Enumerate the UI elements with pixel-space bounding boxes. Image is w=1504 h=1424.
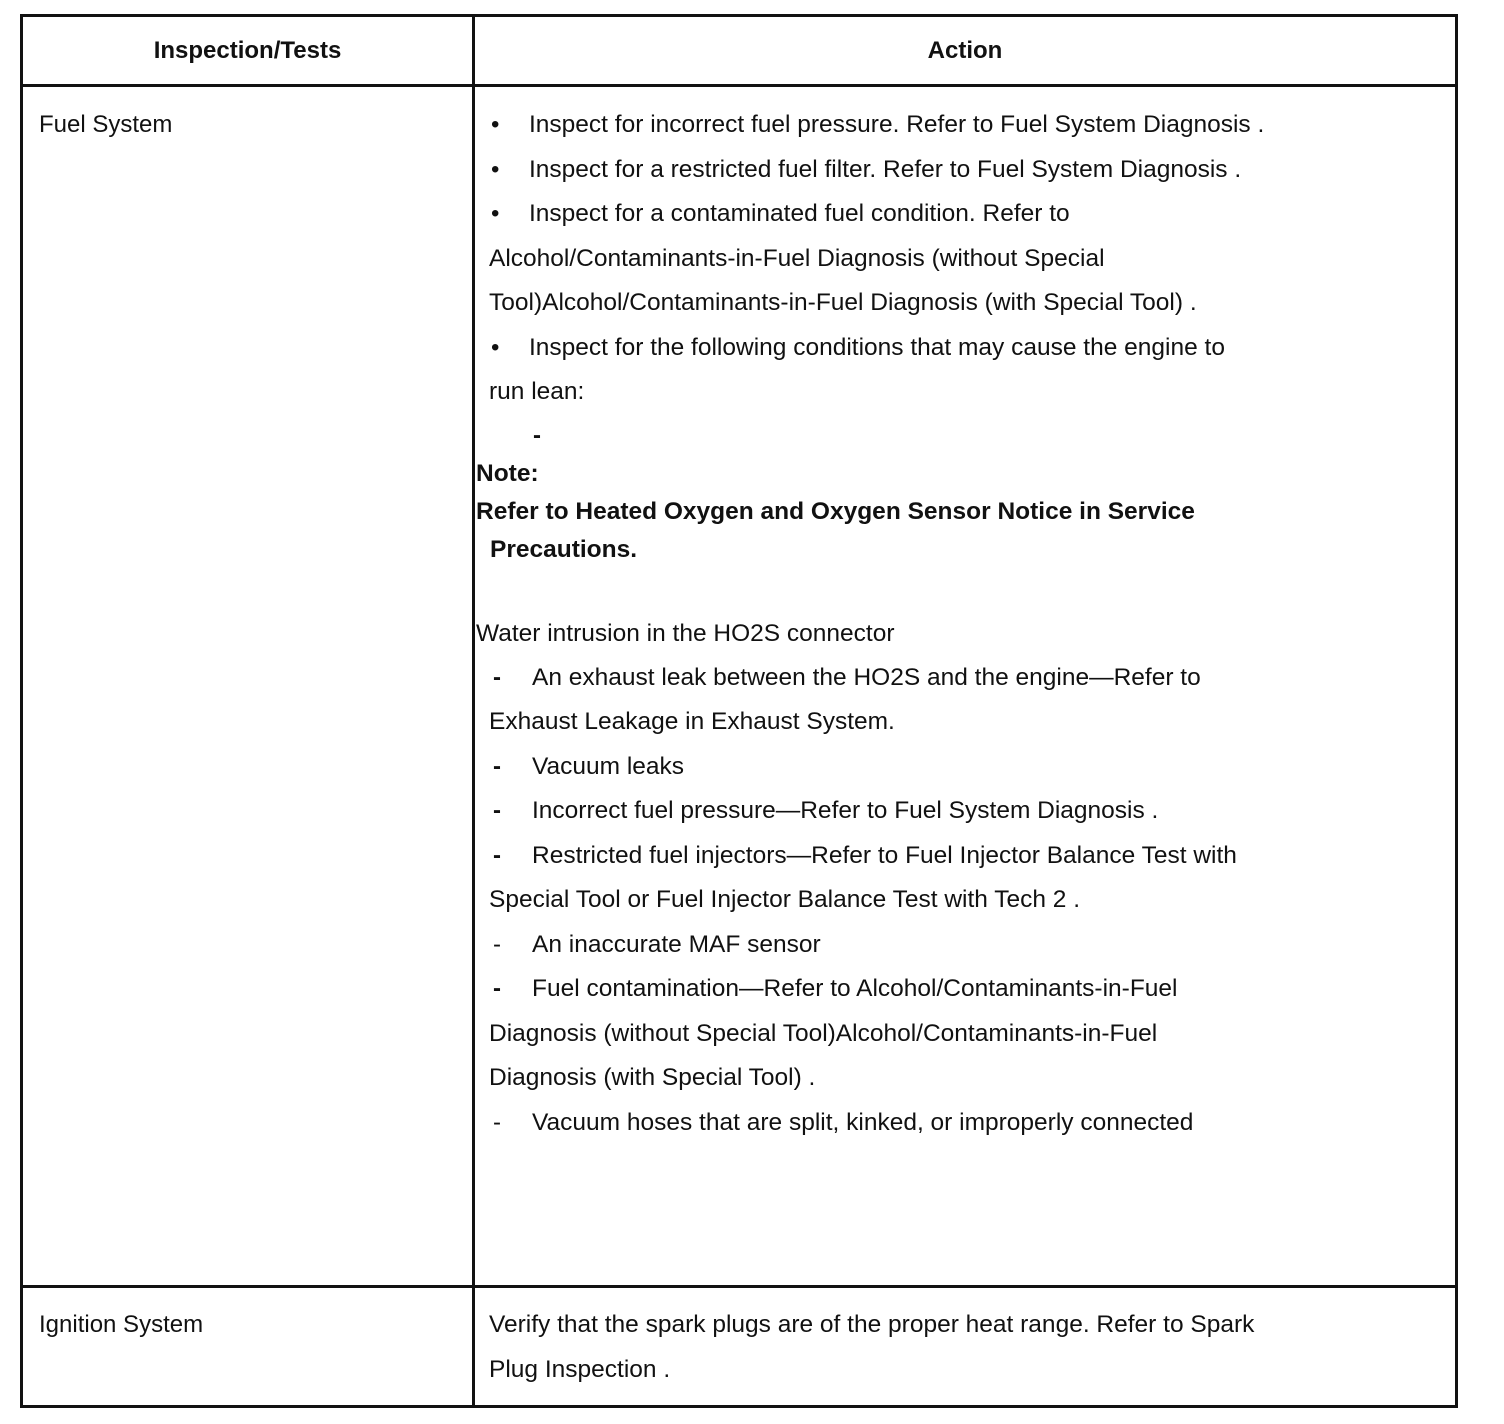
bullet-continuation: Tool)Alcohol/Contaminants-in-Fuel Diagnosis (with Special Tool) .	[489, 289, 1197, 316]
bullet-mark: •	[491, 156, 500, 183]
ignition-action-line: Verify that the spark plugs are of the proper heat range. Refer to Spark	[489, 1311, 1255, 1338]
bullet-item: Inspect for a restricted fuel filter. Refer to Fuel System Diagnosis .	[529, 156, 1242, 183]
column-divider	[472, 17, 475, 1405]
dash-mark: -	[493, 797, 501, 824]
dash-mark: -	[493, 1109, 501, 1136]
header-action: Action	[927, 36, 1003, 64]
dash-item: An inaccurate MAF sensor	[532, 931, 821, 958]
dash-continuation: Exhaust Leakage in Exhaust System.	[489, 708, 895, 735]
note-text: Precautions.	[490, 536, 638, 563]
water-intrusion-line: Water intrusion in the HO2S connector	[476, 620, 895, 647]
bullet-mark: •	[491, 111, 500, 138]
ignition-action-line: Plug Inspection .	[489, 1356, 671, 1383]
header-inspection-tests: Inspection/Tests	[153, 36, 342, 64]
dash-item: Restricted fuel injectors—Refer to Fuel Injector Balance Test with	[532, 842, 1237, 869]
dash-mark: -	[493, 753, 501, 780]
note-text: Refer to Heated Oxygen and Oxygen Sensor Notice in Service	[476, 498, 1195, 525]
bullet-mark: •	[491, 200, 500, 227]
bullet-continuation: Alcohol/Contaminants-in-Fuel Diagnosis (without Special	[489, 245, 1105, 272]
dash-item: An exhaust leak between the HO2S and the engine—Refer to	[532, 664, 1201, 691]
row-label-ignition-system: Ignition System	[39, 1311, 204, 1338]
dash-item: Vacuum leaks	[532, 753, 685, 780]
note-label: Note:	[476, 460, 539, 487]
dash-mark: -	[493, 842, 501, 869]
dash-item: Fuel contamination—Refer to Alcohol/Contaminants-in-Fuel	[532, 975, 1178, 1002]
dash-mark: -	[493, 975, 501, 1002]
dash-mark: -	[533, 422, 541, 449]
row-label-fuel-system: Fuel System	[39, 111, 173, 138]
bullet-item: Inspect for a contaminated fuel condition. Refer to	[529, 200, 1070, 227]
dash-item: Incorrect fuel pressure—Refer to Fuel System Diagnosis .	[532, 797, 1159, 824]
bullet-continuation: run lean:	[489, 378, 585, 405]
dash-item: Vacuum hoses that are split, kinked, or improperly connected	[532, 1109, 1194, 1136]
dash-continuation: Diagnosis (without Special Tool)Alcohol/Contaminants-in-Fuel	[489, 1020, 1158, 1047]
dash-continuation: Diagnosis (with Special Tool) .	[489, 1064, 816, 1091]
diagnosis-table	[20, 14, 1458, 1408]
row-divider	[23, 1285, 1455, 1288]
bullet-item: Inspect for incorrect fuel pressure. Refer to Fuel System Diagnosis .	[529, 111, 1265, 138]
bullet-item: Inspect for the following conditions that may cause the engine to	[529, 334, 1225, 361]
bullet-mark: •	[491, 334, 500, 361]
header-divider	[23, 84, 1455, 87]
dash-mark: -	[493, 664, 501, 691]
dash-mark: -	[493, 931, 501, 958]
dash-continuation: Special Tool or Fuel Injector Balance Test with Tech 2 .	[489, 886, 1081, 913]
